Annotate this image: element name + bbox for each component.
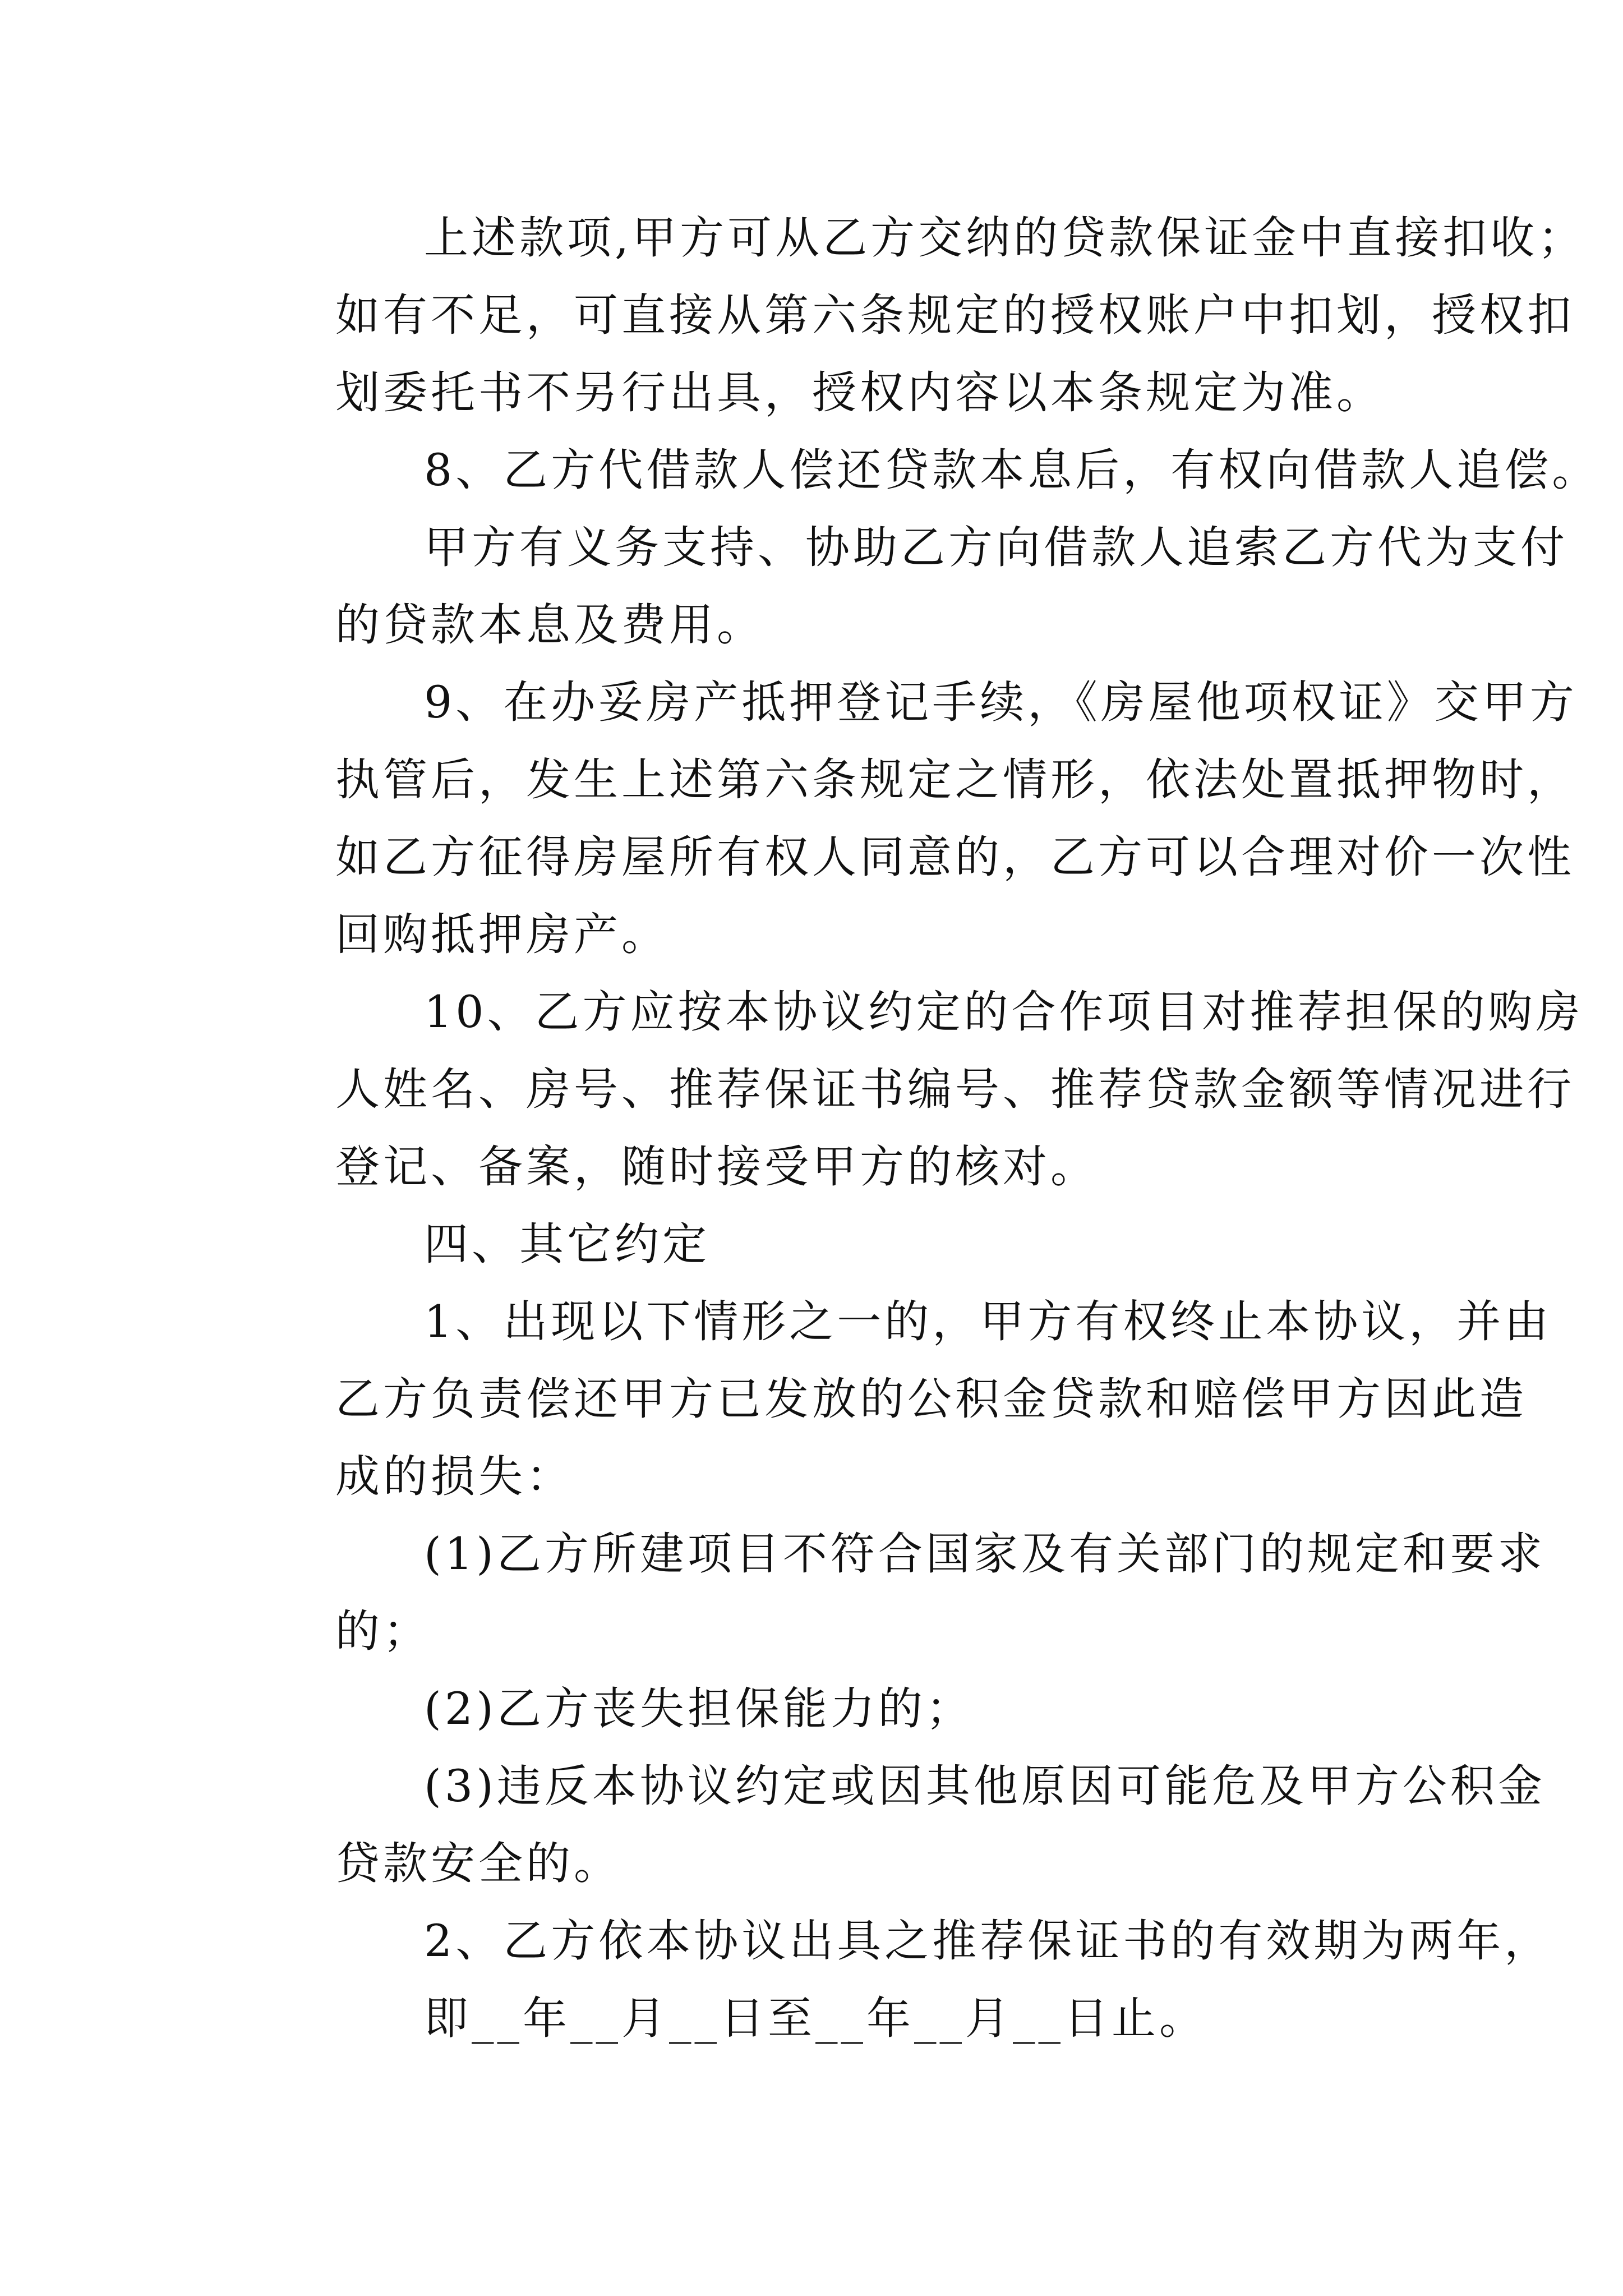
text-line: 8、乙方代借款人偿还贷款本息后，有权向借款人追偿。	[424, 444, 1600, 496]
paragraph-item-8	[247, 431, 1600, 509]
text-line: 回购抵押房产。	[335, 909, 669, 960]
text-line: 人姓名、房号、推荐保证书编号、推荐贷款金额等情况进行	[335, 1064, 1575, 1115]
text-line: 执管后，发生上述第六条规定之情形，依法处置抵押物时，	[335, 754, 1575, 806]
text-line: 乙方负责偿还甲方已发放的公积金贷款和赔偿甲方因此造	[335, 1373, 1527, 1425]
text-line: 9、在办妥房产抵押登记手续，《房屋他项权证》交甲方	[424, 677, 1578, 728]
section-heading-other-agreements	[247, 1205, 1394, 1283]
paragraph-date-range	[247, 1980, 1394, 2057]
paragraph-validity	[247, 1902, 1552, 1980]
paragraph-condition-1	[247, 1515, 1546, 1670]
text-line: 的；	[335, 1605, 431, 1657]
text-line: 1、出现以下情形之一的，甲方有权终止本协议，并由	[424, 1296, 1552, 1347]
paragraph-support	[247, 509, 1568, 664]
paragraph-item-9	[247, 664, 1578, 973]
text-line: 如有不足，可直接从第六条规定的授权账户中扣划，授权扣	[335, 289, 1575, 341]
text-line: 即__年__月__日至__年__月__日止。	[424, 1993, 1207, 2044]
text-line: 如乙方征得房屋所有权人同意的，乙方可以合理对价一次性	[335, 831, 1575, 883]
document-body	[247, 199, 1600, 2057]
paragraph-termination	[247, 1283, 1552, 1515]
text-line: (3)违反本协议约定或因其他原因可能危及甲方公积金	[424, 1760, 1546, 1812]
text-line: (2)乙方丧失担保能力的；	[424, 1683, 974, 1734]
text-line: (1)乙方所建项目不符合国家及有关部门的规定和要求	[424, 1528, 1546, 1580]
text-line: 的贷款本息及费用。	[335, 599, 764, 651]
text-line: 划委托书不另行出具，授权内容以本条规定为准。	[335, 367, 1384, 418]
paragraph-item-10	[247, 973, 1584, 1205]
paragraph-condition-2	[247, 1670, 1394, 1747]
text-line: 成的损失：	[335, 1451, 574, 1502]
text-line: 甲方有义务支持、协助乙方向借款人追索乙方代为支付	[424, 522, 1568, 573]
text-line: 贷款安全的。	[335, 1838, 621, 1889]
text-line: 登记、备案，随时接受甲方的核对。	[335, 1141, 1098, 1193]
paragraph-condition-3	[247, 1747, 1546, 1902]
text-line: 10、乙方应按本协议约定的合作项目对推荐担保的购房	[424, 986, 1584, 1038]
paragraph-deduction	[247, 199, 1586, 431]
text-line: 四、其它约定	[424, 1218, 710, 1270]
text-line: 上述款项,甲方可从乙方交纳的贷款保证金中直接扣收；	[424, 212, 1586, 264]
text-line: 2、乙方依本协议出具之推荐保证书的有效期为两年，	[424, 1915, 1552, 1967]
